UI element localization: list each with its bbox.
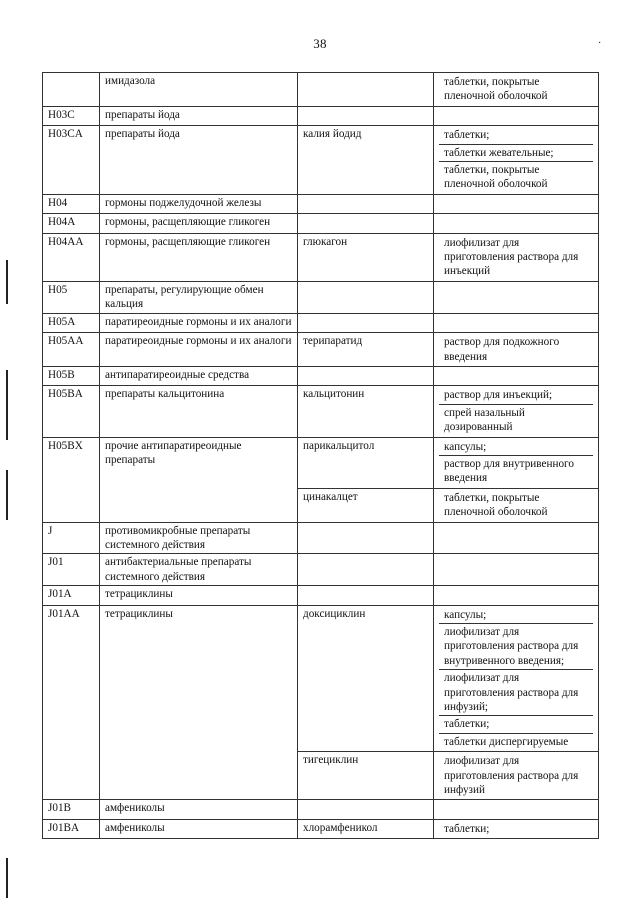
atc-code-cell: H04A xyxy=(43,214,100,233)
left-edge-mark xyxy=(6,260,8,304)
table-row xyxy=(43,214,599,233)
left-edge-mark xyxy=(6,370,8,440)
dosage-form: таблетки, покрытые пленочной оболочкой xyxy=(444,491,548,519)
dosage-form xyxy=(439,555,593,571)
atc-code-cell: H03CA xyxy=(43,126,100,195)
substance-cell: доксициклин xyxy=(298,605,434,752)
atc-code-cell: J01BA xyxy=(43,819,100,838)
atc-code-cell: H05A xyxy=(43,313,100,332)
substance-cell: кальцитонин xyxy=(298,386,434,437)
atc-code-cell: H04 xyxy=(43,194,100,213)
dosage-forms-cell xyxy=(434,605,599,752)
substance-cell: калия йодид xyxy=(298,126,434,195)
dosage-forms-cell xyxy=(434,214,599,233)
atc-code-cell: J01A xyxy=(43,586,100,605)
table-row xyxy=(43,126,599,195)
dosage-forms-cell xyxy=(434,386,599,437)
substance-cell xyxy=(298,366,434,385)
substance-cell xyxy=(298,586,434,605)
drug-group-cell: антипаратиреоидные средства xyxy=(100,366,298,385)
dosage-form xyxy=(439,801,593,817)
dosage-form: лиофилизат для приготовления раствора для инъекций xyxy=(444,236,579,278)
dosage-form: таблетки; xyxy=(439,715,593,732)
substance-cell xyxy=(298,106,434,125)
atc-code-cell: H05AA xyxy=(43,333,100,367)
drug-group-cell: гормоны, расщепляющие гликоген xyxy=(100,233,298,281)
corner-mark: · xyxy=(598,38,602,49)
dosage-form: таблетки; xyxy=(444,822,490,835)
substance-cell: хлорамфеникол xyxy=(298,819,434,838)
dosage-form xyxy=(439,368,593,384)
dosage-form: капсулы; xyxy=(444,608,487,621)
substance-cell: цинакалцет xyxy=(298,488,434,522)
dosage-forms-cell xyxy=(434,233,599,281)
table-row xyxy=(43,437,599,488)
dosage-form: раствор для подкожного введения xyxy=(444,336,560,363)
substance-cell xyxy=(298,313,434,332)
dosage-forms-cell xyxy=(434,522,599,554)
left-edge-mark xyxy=(6,470,8,520)
drug-group-cell: препараты йода xyxy=(100,106,298,125)
table-row xyxy=(43,586,599,605)
atc-code-cell: H04AA xyxy=(43,233,100,281)
atc-code-cell: H05BX xyxy=(43,437,100,522)
dosage-forms-cell xyxy=(434,554,599,586)
dosage-forms-cell xyxy=(434,281,599,313)
drug-group-cell: препараты йода xyxy=(100,126,298,195)
dosage-forms-cell xyxy=(434,333,599,367)
drug-group-cell: тетрациклины xyxy=(100,605,298,800)
dosage-form xyxy=(439,587,593,603)
dosage-forms-cell xyxy=(434,586,599,605)
drug-group-cell: препараты, регулирующие обмен кальция xyxy=(100,281,298,313)
dosage-forms-cell xyxy=(434,126,599,195)
drug-group-cell: препараты кальцитонина xyxy=(100,386,298,437)
dosage-form: таблетки, покрытые пленочной оболочкой xyxy=(444,76,548,103)
drug-group-cell: тетрациклины xyxy=(100,586,298,605)
table-row xyxy=(43,522,599,554)
atc-code-cell: J01B xyxy=(43,800,100,819)
table-row xyxy=(43,313,599,332)
dosage-form: таблетки жевательные; xyxy=(439,144,593,161)
dosage-forms-cell xyxy=(434,194,599,213)
table-row xyxy=(43,333,599,367)
atc-code-cell: J xyxy=(43,522,100,554)
dosage-form: лиофилизат для приготовления раствора для внутривенного введения; xyxy=(439,623,593,669)
substance-cell xyxy=(298,73,434,107)
drug-group-cell: противомикробные препараты системного действия xyxy=(100,522,298,554)
drug-group-cell: амфениколы xyxy=(100,800,298,819)
dosage-form: раствор для инъекций; xyxy=(444,389,553,402)
table-row xyxy=(43,106,599,125)
dosage-form xyxy=(439,315,593,331)
dosage-form: таблетки диспергируемые xyxy=(439,733,593,750)
drug-group-cell: гормоны поджелудочной железы xyxy=(100,194,298,213)
dosage-forms-cell xyxy=(434,366,599,385)
drug-group-cell: амфениколы xyxy=(100,819,298,838)
table-row xyxy=(43,73,599,107)
dosage-forms-cell xyxy=(434,437,599,488)
dosage-form: таблетки, покрытые пленочной оболочкой xyxy=(439,161,593,193)
dosage-form: раствор для внутривенного введения xyxy=(439,455,593,487)
atc-code-cell: J01 xyxy=(43,554,100,586)
drug-group-cell: гормоны, расщепляющие гликоген xyxy=(100,214,298,233)
dosage-forms-cell xyxy=(434,752,599,800)
dosage-form xyxy=(439,283,593,299)
dosage-forms-cell xyxy=(434,819,599,838)
dosage-forms-cell xyxy=(434,313,599,332)
dosage-forms-cell xyxy=(434,73,599,107)
atc-code-cell: H05B xyxy=(43,366,100,385)
substance-cell xyxy=(298,554,434,586)
table-row xyxy=(43,800,599,819)
substance-cell: терипаратид xyxy=(298,333,434,367)
dosage-form: лиофилизат для приготовления раствора для инфузий; xyxy=(439,669,593,715)
dosage-form xyxy=(439,524,593,540)
atc-code-cell xyxy=(43,73,100,107)
dosage-form: капсулы; xyxy=(444,440,487,453)
atc-code-cell: J01AA xyxy=(43,605,100,800)
table-row xyxy=(43,554,599,586)
substance-cell: тигециклин xyxy=(298,752,434,800)
substance-cell xyxy=(298,800,434,819)
substance-cell xyxy=(298,281,434,313)
table-row xyxy=(43,233,599,281)
table-row xyxy=(43,281,599,313)
drug-group-cell: паратиреоидные гормоны и их аналоги xyxy=(100,313,298,332)
dosage-form xyxy=(439,108,593,124)
dosage-forms-cell xyxy=(434,488,599,522)
table-row xyxy=(43,819,599,838)
drug-table xyxy=(42,72,599,839)
table-row xyxy=(43,386,599,437)
drug-group-cell: прочие антипаратиреоидные препараты xyxy=(100,437,298,522)
dosage-form: лиофилизат для приготовления раствора для инфузий xyxy=(444,755,579,797)
atc-code-cell: H05BA xyxy=(43,386,100,437)
substance-cell xyxy=(298,522,434,554)
substance-cell xyxy=(298,214,434,233)
drug-group-cell: имидазола xyxy=(100,73,298,107)
atc-code-cell: H03C xyxy=(43,106,100,125)
atc-code-cell: H05 xyxy=(43,281,100,313)
drug-group-cell: паратиреоидные гормоны и их аналоги xyxy=(100,333,298,367)
dosage-form xyxy=(439,196,593,212)
dosage-form: спрей назальный дозированный xyxy=(439,404,593,436)
left-edge-mark xyxy=(6,858,8,898)
substance-cell: глюкагон xyxy=(298,233,434,281)
dosage-forms-cell xyxy=(434,106,599,125)
dosage-form xyxy=(439,215,593,231)
table-row xyxy=(43,194,599,213)
substance-cell: парикальцитол xyxy=(298,437,434,488)
dosage-forms-cell xyxy=(434,800,599,819)
page-number: 38 xyxy=(313,36,327,51)
table-row xyxy=(43,366,599,385)
dosage-form: таблетки; xyxy=(444,129,490,142)
substance-cell xyxy=(298,194,434,213)
table-row xyxy=(43,605,599,752)
drug-group-cell: антибактериальные препараты системного действия xyxy=(100,554,298,586)
